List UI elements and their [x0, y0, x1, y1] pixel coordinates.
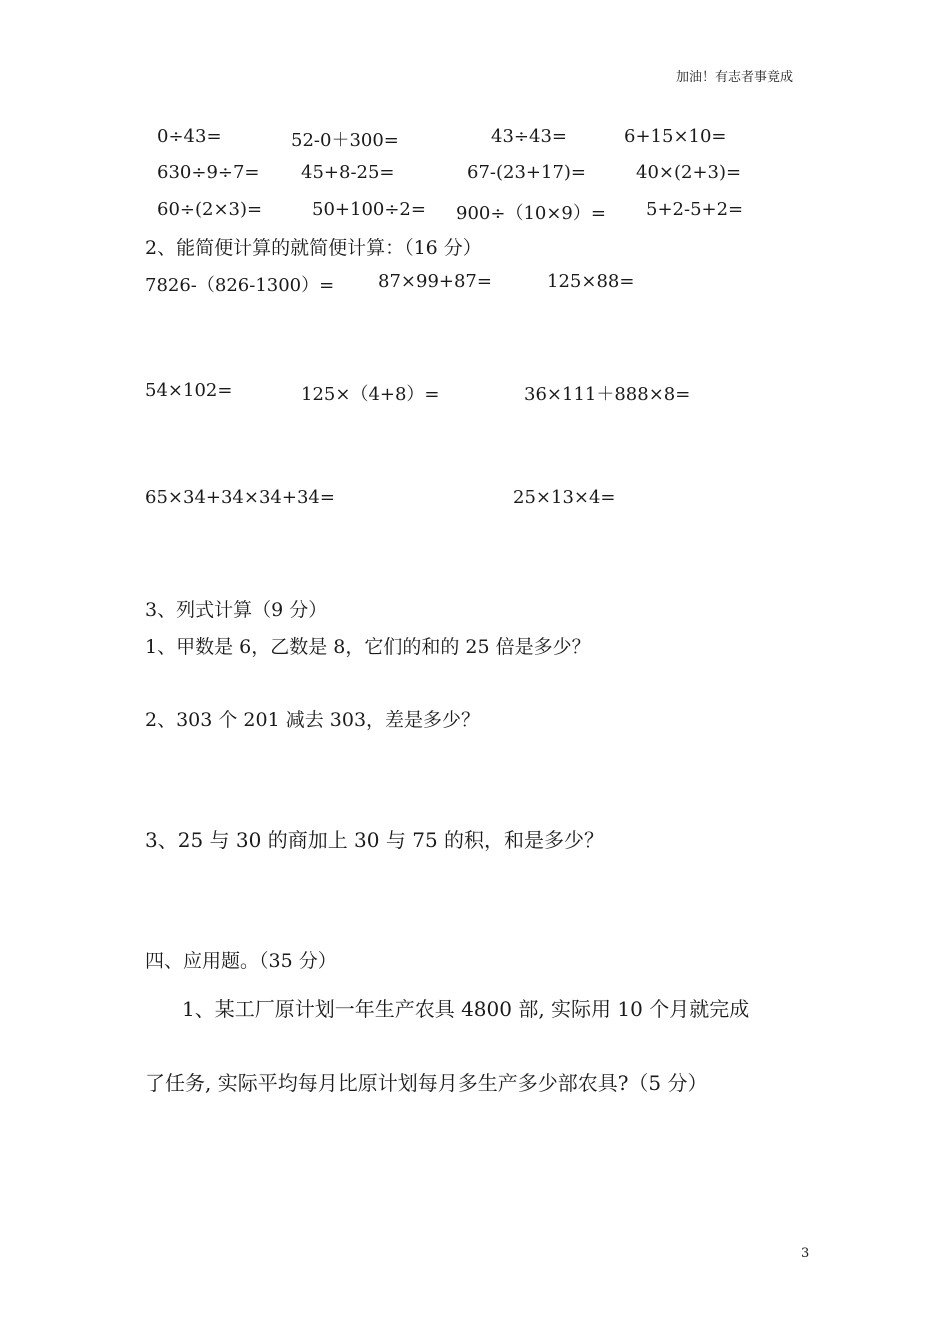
expr-r2c4: 40×(2+3)= [636, 162, 742, 183]
expr-r1c3: 43÷43= [491, 126, 567, 147]
section3-question-3: 3、25 与 30 的商加上 30 与 75 的积，和是多少？ [145, 828, 605, 852]
page-number: 3 [801, 1246, 810, 1261]
expr-r3c4: 5+2-5+2= [646, 199, 744, 220]
s2-r3c1: 65×34+34×34+34= [145, 487, 335, 508]
s2-r1c2: 87×99+87= [378, 271, 492, 292]
s2-r2c2: 125×（4+8）= [301, 384, 440, 405]
expr-r2c1: 630÷9÷7= [157, 162, 260, 183]
section4-question-1-line-1: 1、某工厂原计划一年生产农具 4800 部, 实际用 10 个月就完成 [182, 997, 750, 1021]
s2-r3c2: 25×13×4= [513, 487, 616, 508]
section3-question-1: 1、甲数是 6，乙数是 8，它们的和的 25 倍是多少？ [145, 636, 591, 658]
header-motto: 加油！有志者事竟成 [676, 70, 794, 85]
s2-r1c1: 7826-（826-1300）= [145, 275, 335, 296]
expr-r2c2: 45+8-25= [301, 162, 395, 183]
expr-r3c2: 50+100÷2= [312, 199, 426, 220]
section3-question-2: 2、303 个 201 减去 303，差是多少？ [145, 709, 481, 731]
expr-r3c3: 900÷（10×9）= [456, 203, 606, 224]
expr-r3c1: 60÷(2×3)= [157, 199, 263, 220]
section4-question-1-line-2: 了任务, 实际平均每月比原计划每月多生产多少部农具?（5 分） [145, 1071, 708, 1095]
s2-r2c3: 36×111＋888×8= [524, 384, 691, 405]
s2-r1c3: 125×88= [547, 271, 635, 292]
expr-r1c4: 6+15×10= [624, 126, 727, 147]
section2-title: 2、能简便计算的就简便计算：（16 分） [145, 237, 482, 259]
expr-r1c2: 52-0＋300= [291, 130, 399, 151]
expr-r2c3: 67-(23+17)= [467, 162, 587, 183]
section4-title: 四、应用题。（35 分） [145, 950, 337, 972]
expr-r1c1: 0÷43= [157, 126, 222, 147]
section3-title: 3、列式计算（9 分） [145, 599, 328, 621]
s2-r2c1: 54×102= [145, 380, 233, 401]
